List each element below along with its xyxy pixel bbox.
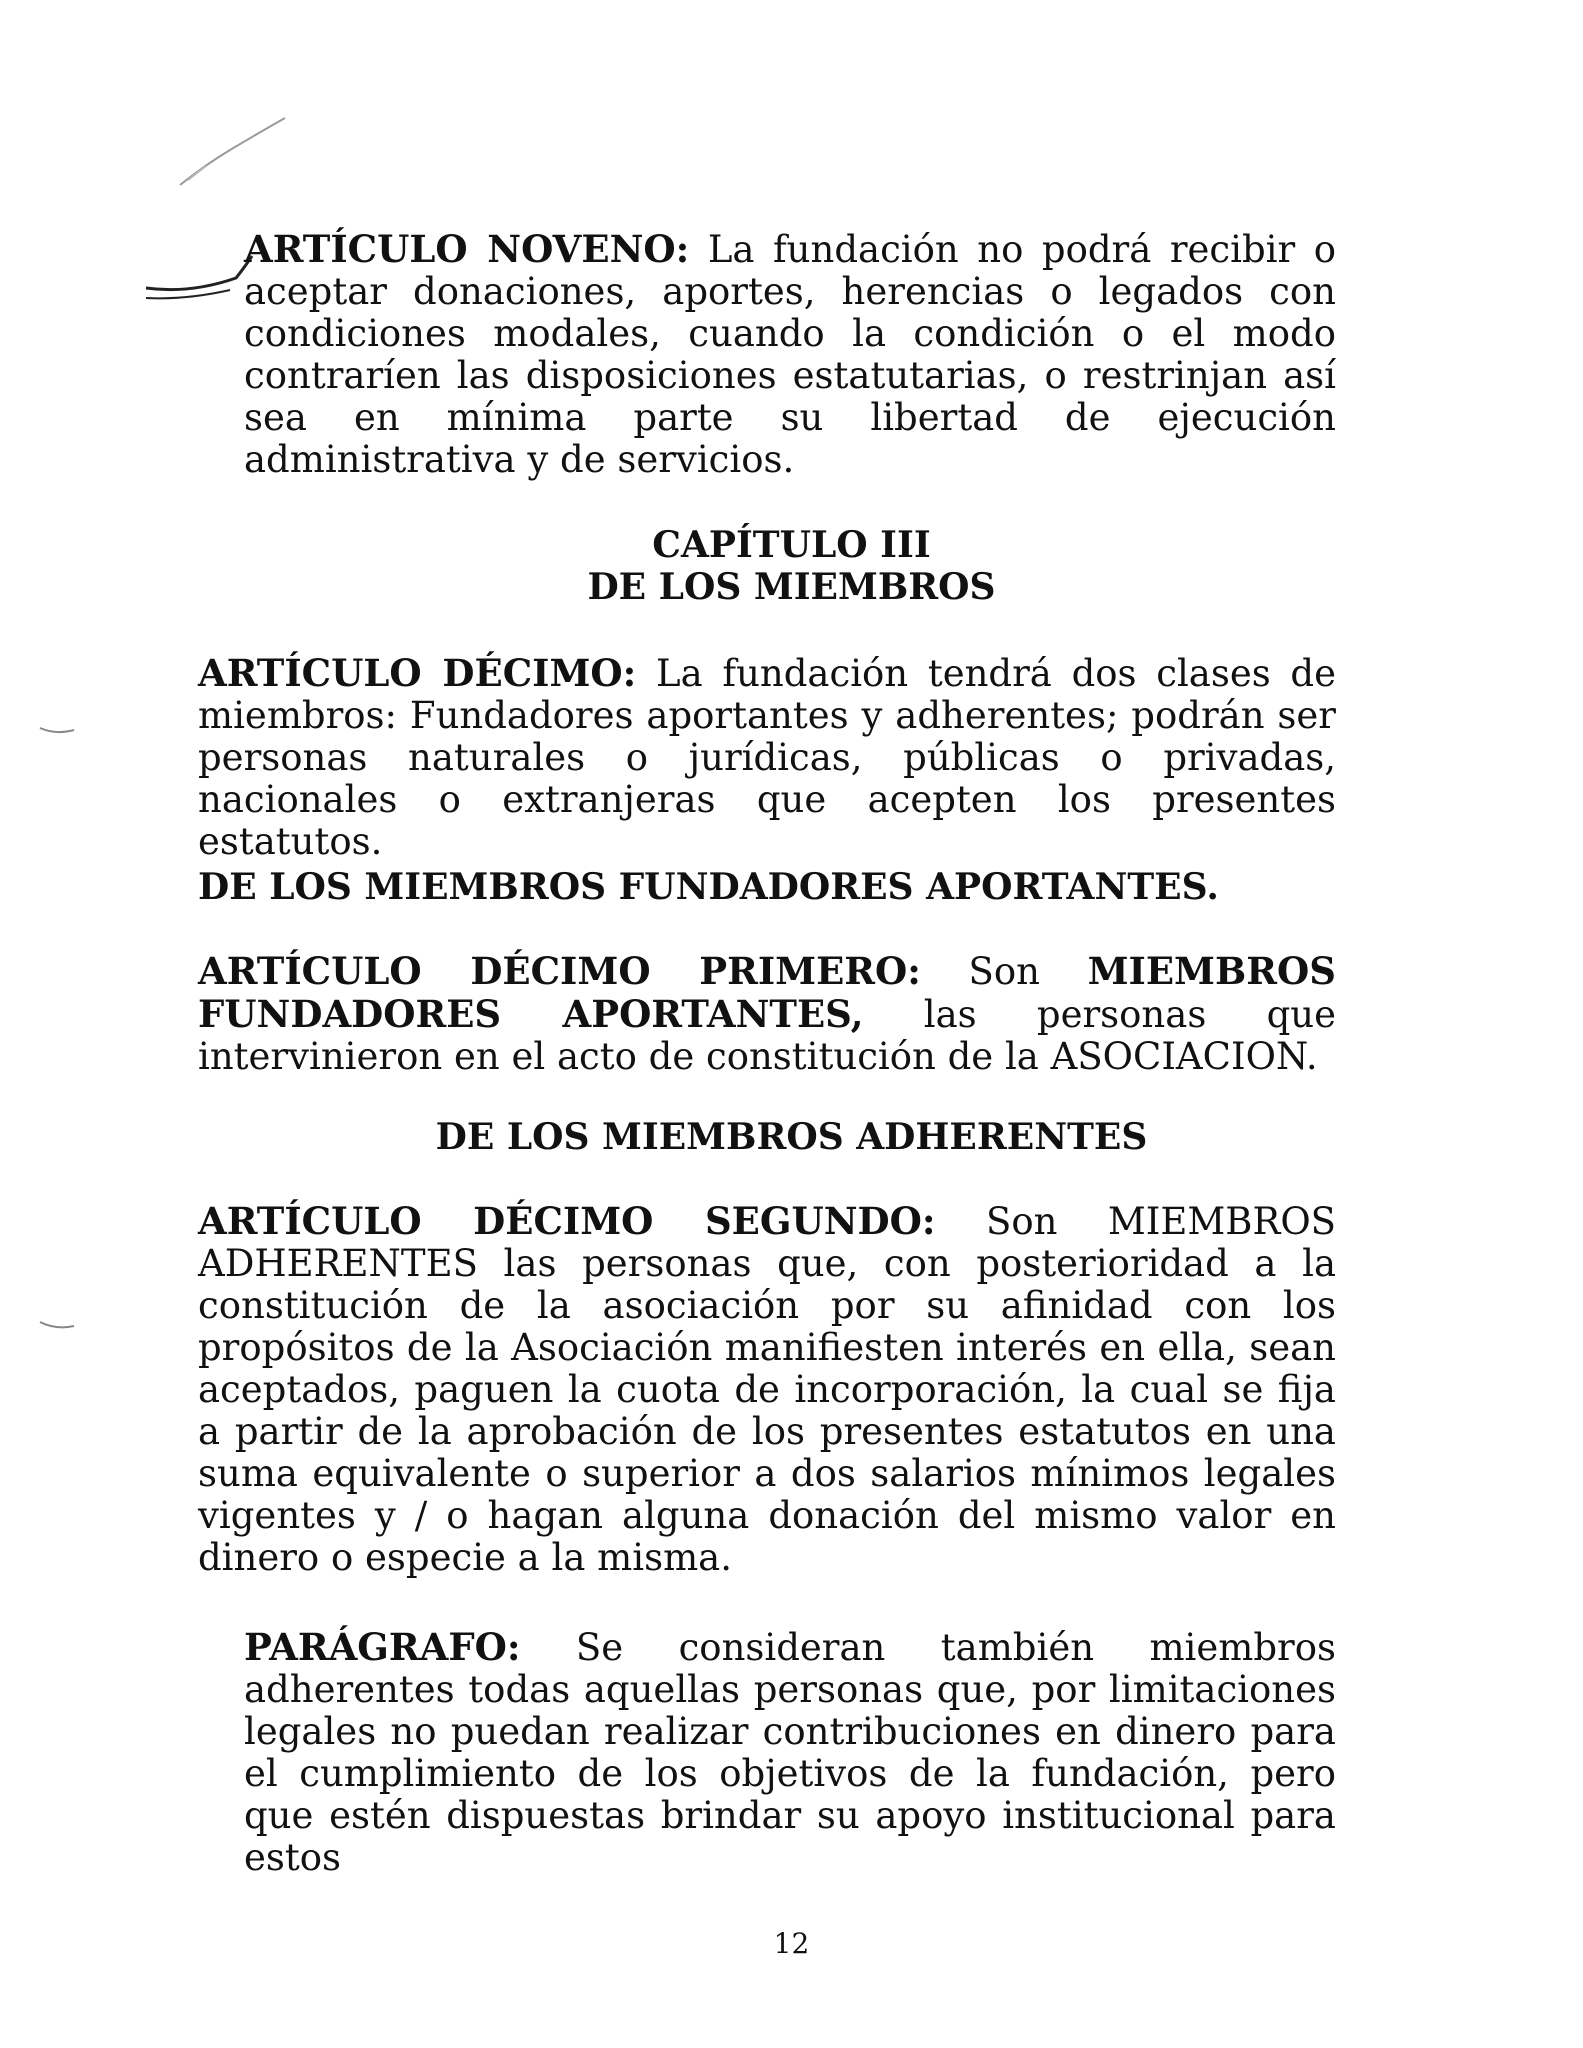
paragrafo-paragraph: [244, 1626, 1336, 1879]
paragrafo-text: Se consideran también miembros adherentes todas aquellas personas que, por limitaciones legales no puedan realizar contribuciones en dinero para el cumplimiento de los objetivos de la fundación, pero que estén dispuestas brindar su apoyo institucional para estos: [244, 1626, 1336, 1879]
article-12-paragraph: [198, 1200, 1336, 1579]
article-11-paragraph: [198, 950, 1336, 1078]
chapter-title: DE LOS MIEMBROS: [587, 566, 996, 608]
article-12-text: Son MIEMBROS ADHERENTES las personas que, con posterioridad a la constitución de la asociación por su afinidad con los propósitos de la Asociación manifiesten interés en ella, sean aceptados, paguen la cuota de incorporación, la cual se fija a partir de la aprobación de los presentes estatutos en una suma equivalente o superior a dos salarios mínimos legales vigentes y / o hagan alguna donación del mismo valor en dinero o especie a la misma.: [198, 1200, 1336, 1579]
article-9-heading: ARTÍCULO NOVENO:: [244, 227, 690, 271]
article-10-text: La fundación tendrá dos clases de miembros: Fundadores aportantes y adherentes; podrán ser personas naturales o jurídicas, públicas o privadas, nacionales o extranjeras que acepten los presentes estatutos.: [198, 652, 1336, 863]
section-adherents-heading: DE LOS MIEMBROS ADHERENTES: [435, 1116, 1148, 1158]
article-11-bold-term: MIEMBROS FUNDADORES APORTANTES,: [198, 949, 1336, 1036]
article-9-text: La fundación no podrá recibir o aceptar donaciones, aportes, herencias o legados con condiciones modales, cuando la condición o el modo contraríen las disposiciones estatutarias, o restrinjan así sea en mínima parte su libertad de ejecución administrativa y de servicios.: [244, 228, 1336, 481]
article-10-heading: ARTÍCULO DÉCIMO:: [198, 651, 637, 695]
chapter-number: CAPÍTULO III: [652, 524, 931, 566]
article-10-paragraph: [198, 652, 1336, 863]
article-11-text-2: las personas que intervinieron en el acto de constitución de la ASOCIACION.: [198, 993, 1336, 1078]
article-11-text-1: Son: [920, 950, 1088, 993]
paragrafo-heading: PARÁGRAFO:: [244, 1625, 521, 1669]
section-founders-heading: DE LOS MIEMBROS FUNDADORES APORTANTES.: [198, 866, 1219, 908]
page-number: 12: [773, 1927, 810, 1960]
article-11-heading: ARTÍCULO DÉCIMO PRIMERO:: [198, 949, 921, 993]
article-12-heading: ARTÍCULO DÉCIMO SEGUNDO:: [198, 1199, 936, 1243]
article-9-paragraph: [244, 228, 1336, 481]
